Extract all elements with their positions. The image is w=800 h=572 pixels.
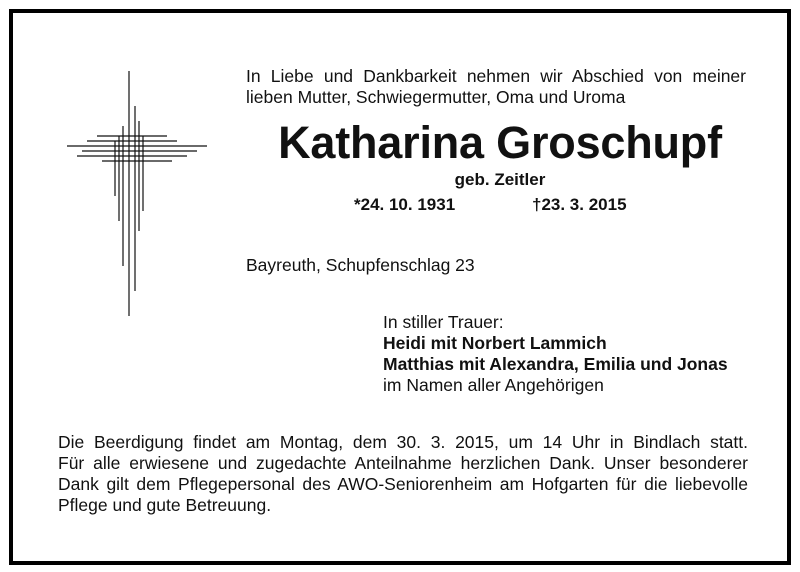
birth-date: *24. 10. 1931 bbox=[354, 195, 456, 214]
footer-line-1: Die Beerdigung findet am Montag, dem 30. 3. 2015, um 14 Uhr in Bindlach statt. bbox=[58, 432, 748, 452]
cross-icon bbox=[57, 66, 213, 318]
mourners-intro: In stiller Trauer: bbox=[383, 312, 504, 332]
address: Bayreuth, Schupfenschlag 23 bbox=[246, 255, 475, 275]
footer-line-4: Pflege und gute Betreuung. bbox=[58, 495, 272, 515]
intro-line-1: In Liebe und Dankbarkeit nehmen wir Abschied von meiner bbox=[246, 66, 746, 86]
deceased-name: Katharina Groschupf bbox=[278, 117, 722, 168]
death-date: †23. 3. 2015 bbox=[532, 195, 627, 214]
mourner-line-2: Matthias mit Alexandra, Emilia und Jonas bbox=[383, 354, 728, 374]
intro-line-2: lieben Mutter, Schwiegermutter, Oma und Uroma bbox=[246, 87, 626, 107]
footer-line-3: Dank gilt dem Pflegepersonal des AWO-Seniorenheim am Hofgarten für die liebevolle bbox=[58, 474, 748, 494]
maiden-name: geb. Zeitler bbox=[454, 170, 546, 189]
mourners-block bbox=[383, 312, 783, 396]
footer-line-2: Für alle erwiesene und zugedachte Anteilnahme herzlichen Dank. Unser besonderer bbox=[58, 453, 748, 473]
mourner-line-3: im Namen aller Angehörigen bbox=[383, 375, 604, 395]
funeral-info bbox=[58, 432, 748, 516]
intro-text bbox=[246, 66, 746, 108]
mourner-line-1: Heidi mit Norbert Lammich bbox=[383, 333, 607, 353]
